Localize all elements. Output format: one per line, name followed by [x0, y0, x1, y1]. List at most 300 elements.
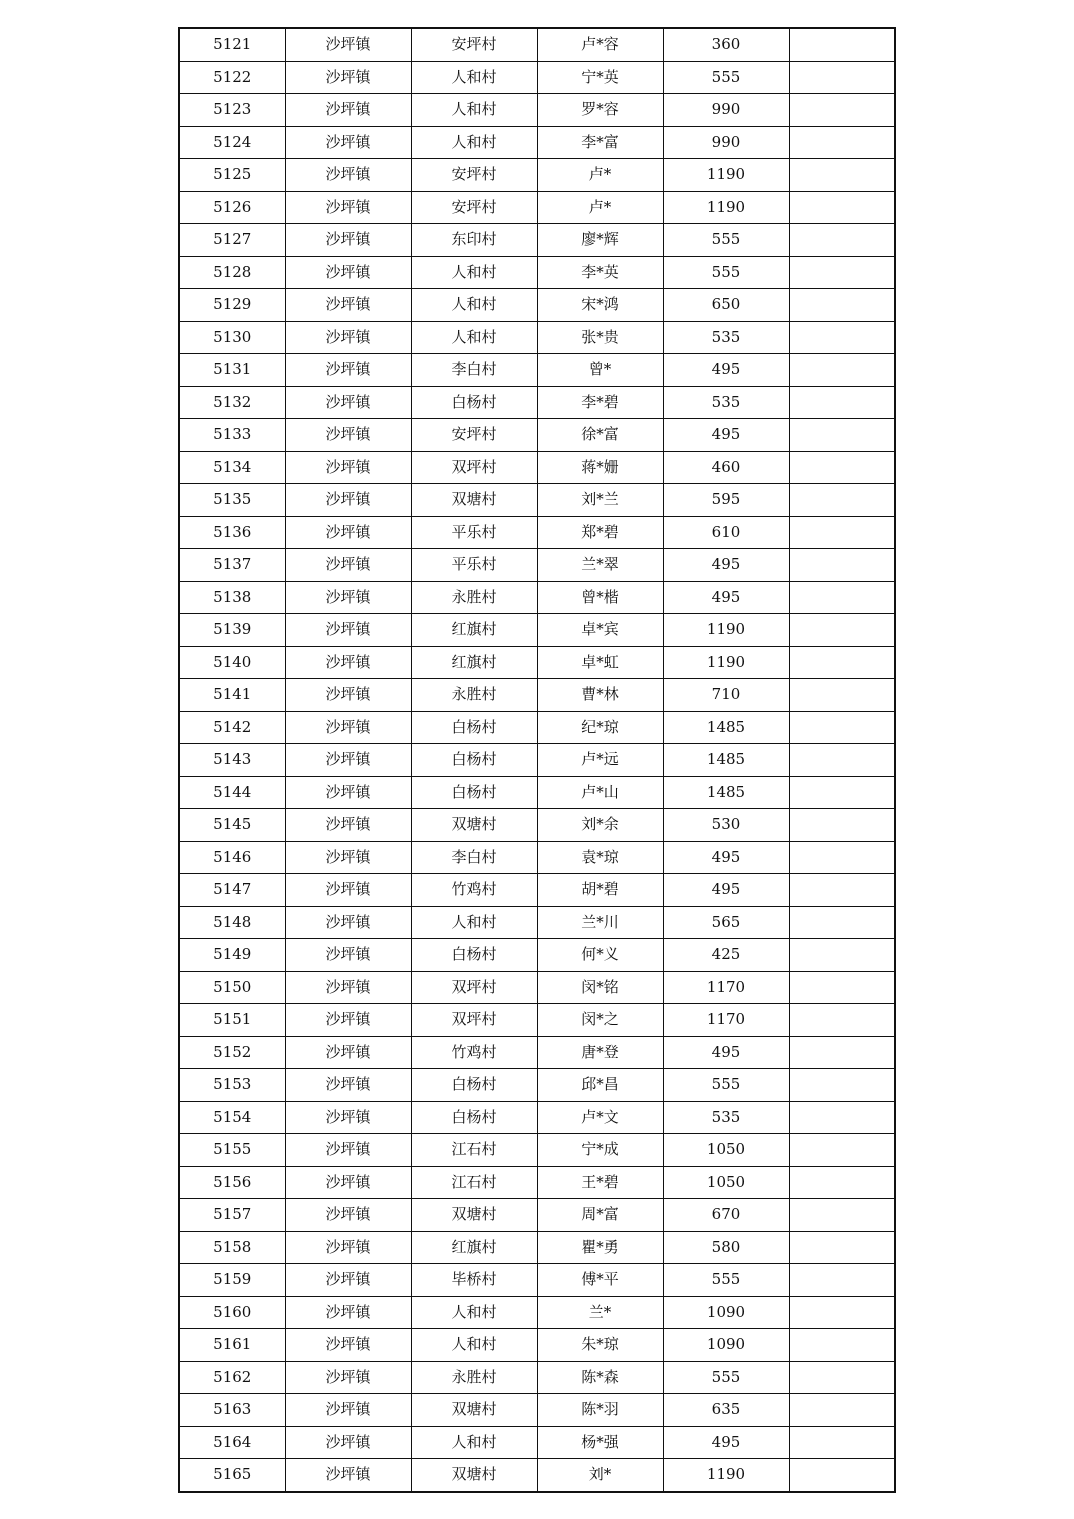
- cell-serial-number: 5151: [179, 1004, 285, 1037]
- cell-town: 沙坪镇: [285, 451, 411, 484]
- cell-name: 卢*文: [537, 1101, 663, 1134]
- cell-remark: [789, 484, 895, 517]
- cell-remark: [789, 1361, 895, 1394]
- cell-serial-number: 5136: [179, 516, 285, 549]
- cell-remark: [789, 841, 895, 874]
- cell-serial-number: 5149: [179, 939, 285, 972]
- cell-town: 沙坪镇: [285, 354, 411, 387]
- cell-name: 廖*辉: [537, 224, 663, 257]
- cell-amount: 555: [663, 61, 789, 94]
- cell-village: 双塘村: [411, 1199, 537, 1232]
- table-row: [179, 419, 895, 452]
- cell-town: 沙坪镇: [285, 1394, 411, 1427]
- cell-remark: [789, 289, 895, 322]
- cell-village: 双坪村: [411, 971, 537, 1004]
- cell-serial-number: 5155: [179, 1134, 285, 1167]
- cell-remark: [789, 776, 895, 809]
- cell-name: 瞿*勇: [537, 1231, 663, 1264]
- cell-amount: 495: [663, 874, 789, 907]
- cell-remark: [789, 711, 895, 744]
- table-body: [179, 28, 895, 1492]
- cell-amount: 1485: [663, 776, 789, 809]
- table-row: [179, 646, 895, 679]
- cell-town: 沙坪镇: [285, 94, 411, 127]
- cell-town: 沙坪镇: [285, 549, 411, 582]
- table-row: [179, 1166, 895, 1199]
- table-row: [179, 1459, 895, 1492]
- cell-amount: 610: [663, 516, 789, 549]
- cell-serial-number: 5144: [179, 776, 285, 809]
- cell-remark: [789, 679, 895, 712]
- table-row: [179, 1069, 895, 1102]
- cell-name: 刘*兰: [537, 484, 663, 517]
- table-row: [179, 809, 895, 842]
- cell-village: 安坪村: [411, 419, 537, 452]
- cell-village: 人和村: [411, 94, 537, 127]
- cell-serial-number: 5154: [179, 1101, 285, 1134]
- cell-town: 沙坪镇: [285, 874, 411, 907]
- cell-town: 沙坪镇: [285, 1296, 411, 1329]
- cell-serial-number: 5121: [179, 28, 285, 61]
- cell-town: 沙坪镇: [285, 744, 411, 777]
- cell-village: 双塘村: [411, 484, 537, 517]
- cell-amount: 1190: [663, 1459, 789, 1492]
- cell-remark: [789, 874, 895, 907]
- cell-remark: [789, 1231, 895, 1264]
- table-row: [179, 94, 895, 127]
- cell-name: 卢*山: [537, 776, 663, 809]
- cell-remark: [789, 906, 895, 939]
- cell-serial-number: 5145: [179, 809, 285, 842]
- cell-name: 刘*: [537, 1459, 663, 1492]
- cell-town: 沙坪镇: [285, 61, 411, 94]
- cell-amount: 710: [663, 679, 789, 712]
- cell-remark: [789, 581, 895, 614]
- cell-name: 闵*铭: [537, 971, 663, 1004]
- cell-village: 李白村: [411, 841, 537, 874]
- cell-town: 沙坪镇: [285, 809, 411, 842]
- cell-amount: 555: [663, 1264, 789, 1297]
- table-row: [179, 971, 895, 1004]
- cell-remark: [789, 28, 895, 61]
- cell-town: 沙坪镇: [285, 386, 411, 419]
- table-row: [179, 679, 895, 712]
- cell-serial-number: 5156: [179, 1166, 285, 1199]
- cell-name: 胡*碧: [537, 874, 663, 907]
- table-row: [179, 386, 895, 419]
- table-row: [179, 1199, 895, 1232]
- cell-town: 沙坪镇: [285, 516, 411, 549]
- cell-serial-number: 5152: [179, 1036, 285, 1069]
- cell-serial-number: 5143: [179, 744, 285, 777]
- cell-village: 安坪村: [411, 159, 537, 192]
- cell-amount: 1190: [663, 614, 789, 647]
- cell-amount: 555: [663, 224, 789, 257]
- cell-name: 袁*琼: [537, 841, 663, 874]
- cell-remark: [789, 1036, 895, 1069]
- cell-serial-number: 5140: [179, 646, 285, 679]
- cell-town: 沙坪镇: [285, 1166, 411, 1199]
- cell-village: 白杨村: [411, 939, 537, 972]
- cell-amount: 495: [663, 841, 789, 874]
- cell-remark: [789, 1199, 895, 1232]
- table-row: [179, 289, 895, 322]
- cell-amount: 1090: [663, 1329, 789, 1362]
- cell-town: 沙坪镇: [285, 679, 411, 712]
- cell-name: 李*英: [537, 256, 663, 289]
- cell-name: 卢*: [537, 191, 663, 224]
- cell-amount: 1190: [663, 646, 789, 679]
- table-row: [179, 874, 895, 907]
- table-row: [179, 906, 895, 939]
- cell-amount: 1170: [663, 1004, 789, 1037]
- cell-village: 双塘村: [411, 1459, 537, 1492]
- cell-town: 沙坪镇: [285, 1264, 411, 1297]
- cell-village: 平乐村: [411, 516, 537, 549]
- cell-serial-number: 5147: [179, 874, 285, 907]
- cell-remark: [789, 1296, 895, 1329]
- cell-name: 闵*之: [537, 1004, 663, 1037]
- cell-name: 兰*: [537, 1296, 663, 1329]
- cell-name: 李*碧: [537, 386, 663, 419]
- cell-name: 宋*鸿: [537, 289, 663, 322]
- cell-village: 双塘村: [411, 809, 537, 842]
- cell-serial-number: 5124: [179, 126, 285, 159]
- cell-village: 红旗村: [411, 646, 537, 679]
- cell-remark: [789, 1329, 895, 1362]
- cell-name: 蒋*姗: [537, 451, 663, 484]
- cell-village: 安坪村: [411, 191, 537, 224]
- cell-village: 江石村: [411, 1166, 537, 1199]
- cell-name: 陈*森: [537, 1361, 663, 1394]
- cell-serial-number: 5126: [179, 191, 285, 224]
- cell-town: 沙坪镇: [285, 939, 411, 972]
- cell-serial-number: 5132: [179, 386, 285, 419]
- cell-village: 白杨村: [411, 1069, 537, 1102]
- cell-remark: [789, 1264, 895, 1297]
- cell-remark: [789, 94, 895, 127]
- cell-name: 卢*: [537, 159, 663, 192]
- cell-remark: [789, 1166, 895, 1199]
- cell-town: 沙坪镇: [285, 1199, 411, 1232]
- cell-amount: 530: [663, 809, 789, 842]
- cell-remark: [789, 614, 895, 647]
- cell-remark: [789, 191, 895, 224]
- cell-name: 曹*林: [537, 679, 663, 712]
- cell-remark: [789, 971, 895, 1004]
- cell-remark: [789, 809, 895, 842]
- cell-serial-number: 5159: [179, 1264, 285, 1297]
- cell-amount: 495: [663, 354, 789, 387]
- cell-remark: [789, 1426, 895, 1459]
- table-row: [179, 776, 895, 809]
- cell-town: 沙坪镇: [285, 581, 411, 614]
- cell-serial-number: 5158: [179, 1231, 285, 1264]
- cell-town: 沙坪镇: [285, 711, 411, 744]
- cell-serial-number: 5157: [179, 1199, 285, 1232]
- cell-name: 陈*羽: [537, 1394, 663, 1427]
- table-row: [179, 939, 895, 972]
- cell-remark: [789, 354, 895, 387]
- data-table: [178, 27, 896, 1493]
- cell-town: 沙坪镇: [285, 1231, 411, 1264]
- cell-remark: [789, 646, 895, 679]
- cell-amount: 460: [663, 451, 789, 484]
- cell-village: 红旗村: [411, 1231, 537, 1264]
- cell-name: 王*碧: [537, 1166, 663, 1199]
- cell-town: 沙坪镇: [285, 906, 411, 939]
- cell-town: 沙坪镇: [285, 1134, 411, 1167]
- table-row: [179, 516, 895, 549]
- cell-serial-number: 5142: [179, 711, 285, 744]
- cell-town: 沙坪镇: [285, 1459, 411, 1492]
- cell-amount: 555: [663, 1069, 789, 1102]
- cell-remark: [789, 126, 895, 159]
- cell-serial-number: 5137: [179, 549, 285, 582]
- cell-name: 卓*虹: [537, 646, 663, 679]
- cell-amount: 535: [663, 1101, 789, 1134]
- cell-amount: 1190: [663, 191, 789, 224]
- cell-name: 兰*川: [537, 906, 663, 939]
- cell-serial-number: 5148: [179, 906, 285, 939]
- cell-serial-number: 5165: [179, 1459, 285, 1492]
- cell-amount: 360: [663, 28, 789, 61]
- cell-amount: 495: [663, 549, 789, 582]
- cell-name: 刘*余: [537, 809, 663, 842]
- cell-serial-number: 5127: [179, 224, 285, 257]
- table-row: [179, 841, 895, 874]
- table-row: [179, 451, 895, 484]
- cell-name: 傅*平: [537, 1264, 663, 1297]
- cell-town: 沙坪镇: [285, 419, 411, 452]
- cell-village: 安坪村: [411, 28, 537, 61]
- cell-serial-number: 5146: [179, 841, 285, 874]
- cell-remark: [789, 744, 895, 777]
- cell-serial-number: 5123: [179, 94, 285, 127]
- cell-remark: [789, 321, 895, 354]
- cell-town: 沙坪镇: [285, 646, 411, 679]
- table-row: [179, 1134, 895, 1167]
- cell-remark: [789, 1134, 895, 1167]
- cell-town: 沙坪镇: [285, 191, 411, 224]
- cell-town: 沙坪镇: [285, 1361, 411, 1394]
- cell-village: 白杨村: [411, 776, 537, 809]
- cell-town: 沙坪镇: [285, 841, 411, 874]
- table-row: [179, 256, 895, 289]
- cell-name: 朱*琼: [537, 1329, 663, 1362]
- cell-name: 周*富: [537, 1199, 663, 1232]
- cell-town: 沙坪镇: [285, 1004, 411, 1037]
- cell-serial-number: 5153: [179, 1069, 285, 1102]
- cell-name: 唐*登: [537, 1036, 663, 1069]
- cell-town: 沙坪镇: [285, 1036, 411, 1069]
- cell-remark: [789, 1101, 895, 1134]
- cell-name: 邱*昌: [537, 1069, 663, 1102]
- cell-village: 江石村: [411, 1134, 537, 1167]
- cell-amount: 1485: [663, 711, 789, 744]
- cell-serial-number: 5162: [179, 1361, 285, 1394]
- cell-remark: [789, 939, 895, 972]
- cell-village: 白杨村: [411, 711, 537, 744]
- table-row: [179, 1361, 895, 1394]
- cell-name: 纪*琼: [537, 711, 663, 744]
- cell-serial-number: 5160: [179, 1296, 285, 1329]
- cell-amount: 535: [663, 386, 789, 419]
- cell-village: 毕桥村: [411, 1264, 537, 1297]
- cell-name: 宁*成: [537, 1134, 663, 1167]
- cell-serial-number: 5150: [179, 971, 285, 1004]
- cell-village: 红旗村: [411, 614, 537, 647]
- cell-village: 永胜村: [411, 679, 537, 712]
- cell-remark: [789, 159, 895, 192]
- cell-serial-number: 5139: [179, 614, 285, 647]
- cell-remark: [789, 516, 895, 549]
- cell-village: 人和村: [411, 256, 537, 289]
- cell-remark: [789, 419, 895, 452]
- cell-amount: 1170: [663, 971, 789, 1004]
- table-row: [179, 354, 895, 387]
- cell-amount: 1485: [663, 744, 789, 777]
- table-row: [179, 1426, 895, 1459]
- cell-name: 罗*容: [537, 94, 663, 127]
- cell-town: 沙坪镇: [285, 159, 411, 192]
- table-row: [179, 126, 895, 159]
- cell-serial-number: 5131: [179, 354, 285, 387]
- table-row: [179, 1394, 895, 1427]
- cell-remark: [789, 386, 895, 419]
- cell-town: 沙坪镇: [285, 1069, 411, 1102]
- cell-village: 人和村: [411, 321, 537, 354]
- cell-village: 李白村: [411, 354, 537, 387]
- cell-amount: 595: [663, 484, 789, 517]
- cell-remark: [789, 1069, 895, 1102]
- cell-amount: 555: [663, 256, 789, 289]
- cell-serial-number: 5161: [179, 1329, 285, 1362]
- cell-serial-number: 5163: [179, 1394, 285, 1427]
- cell-amount: 495: [663, 1426, 789, 1459]
- cell-town: 沙坪镇: [285, 776, 411, 809]
- cell-remark: [789, 224, 895, 257]
- cell-name: 兰*翠: [537, 549, 663, 582]
- table-row: [179, 711, 895, 744]
- cell-amount: 580: [663, 1231, 789, 1264]
- cell-village: 东印村: [411, 224, 537, 257]
- cell-name: 郑*碧: [537, 516, 663, 549]
- cell-name: 曾*: [537, 354, 663, 387]
- cell-name: 何*义: [537, 939, 663, 972]
- cell-town: 沙坪镇: [285, 1426, 411, 1459]
- cell-village: 竹鸡村: [411, 1036, 537, 1069]
- cell-town: 沙坪镇: [285, 1101, 411, 1134]
- cell-serial-number: 5122: [179, 61, 285, 94]
- cell-remark: [789, 549, 895, 582]
- cell-serial-number: 5129: [179, 289, 285, 322]
- table-row: [179, 581, 895, 614]
- cell-amount: 1050: [663, 1134, 789, 1167]
- cell-serial-number: 5135: [179, 484, 285, 517]
- cell-name: 曾*楷: [537, 581, 663, 614]
- cell-amount: 535: [663, 321, 789, 354]
- cell-serial-number: 5133: [179, 419, 285, 452]
- cell-remark: [789, 1394, 895, 1427]
- table-row: [179, 1296, 895, 1329]
- table-row: [179, 1004, 895, 1037]
- cell-town: 沙坪镇: [285, 126, 411, 159]
- cell-village: 双坪村: [411, 451, 537, 484]
- cell-remark: [789, 256, 895, 289]
- cell-serial-number: 5134: [179, 451, 285, 484]
- cell-name: 宁*英: [537, 61, 663, 94]
- cell-serial-number: 5125: [179, 159, 285, 192]
- cell-amount: 425: [663, 939, 789, 972]
- table-row: [179, 549, 895, 582]
- cell-village: 永胜村: [411, 581, 537, 614]
- cell-amount: 495: [663, 1036, 789, 1069]
- cell-remark: [789, 1459, 895, 1492]
- cell-amount: 555: [663, 1361, 789, 1394]
- cell-amount: 495: [663, 419, 789, 452]
- cell-amount: 1090: [663, 1296, 789, 1329]
- table-row: [179, 1231, 895, 1264]
- table-row: [179, 484, 895, 517]
- cell-town: 沙坪镇: [285, 224, 411, 257]
- cell-village: 白杨村: [411, 1101, 537, 1134]
- cell-name: 李*富: [537, 126, 663, 159]
- table-row: [179, 321, 895, 354]
- cell-name: 杨*强: [537, 1426, 663, 1459]
- cell-serial-number: 5138: [179, 581, 285, 614]
- cell-village: 人和村: [411, 126, 537, 159]
- cell-town: 沙坪镇: [285, 289, 411, 322]
- cell-village: 白杨村: [411, 386, 537, 419]
- cell-town: 沙坪镇: [285, 971, 411, 1004]
- table-row: [179, 159, 895, 192]
- cell-village: 人和村: [411, 1329, 537, 1362]
- cell-remark: [789, 451, 895, 484]
- cell-town: 沙坪镇: [285, 1329, 411, 1362]
- table-row: [179, 1101, 895, 1134]
- cell-amount: 495: [663, 581, 789, 614]
- cell-village: 竹鸡村: [411, 874, 537, 907]
- cell-amount: 635: [663, 1394, 789, 1427]
- cell-town: 沙坪镇: [285, 484, 411, 517]
- table-row: [179, 61, 895, 94]
- cell-village: 平乐村: [411, 549, 537, 582]
- cell-name: 卢*远: [537, 744, 663, 777]
- table-row: [179, 191, 895, 224]
- cell-amount: 650: [663, 289, 789, 322]
- cell-village: 白杨村: [411, 744, 537, 777]
- cell-serial-number: 5141: [179, 679, 285, 712]
- table-row: [179, 28, 895, 61]
- cell-name: 徐*富: [537, 419, 663, 452]
- table-row: [179, 1036, 895, 1069]
- cell-serial-number: 5130: [179, 321, 285, 354]
- cell-village: 人和村: [411, 906, 537, 939]
- cell-town: 沙坪镇: [285, 256, 411, 289]
- cell-town: 沙坪镇: [285, 28, 411, 61]
- cell-town: 沙坪镇: [285, 321, 411, 354]
- cell-remark: [789, 61, 895, 94]
- cell-village: 人和村: [411, 289, 537, 322]
- table-row: [179, 1264, 895, 1297]
- cell-village: 永胜村: [411, 1361, 537, 1394]
- table-row: [179, 1329, 895, 1362]
- cell-amount: 1050: [663, 1166, 789, 1199]
- cell-amount: 1190: [663, 159, 789, 192]
- cell-amount: 990: [663, 94, 789, 127]
- cell-amount: 670: [663, 1199, 789, 1232]
